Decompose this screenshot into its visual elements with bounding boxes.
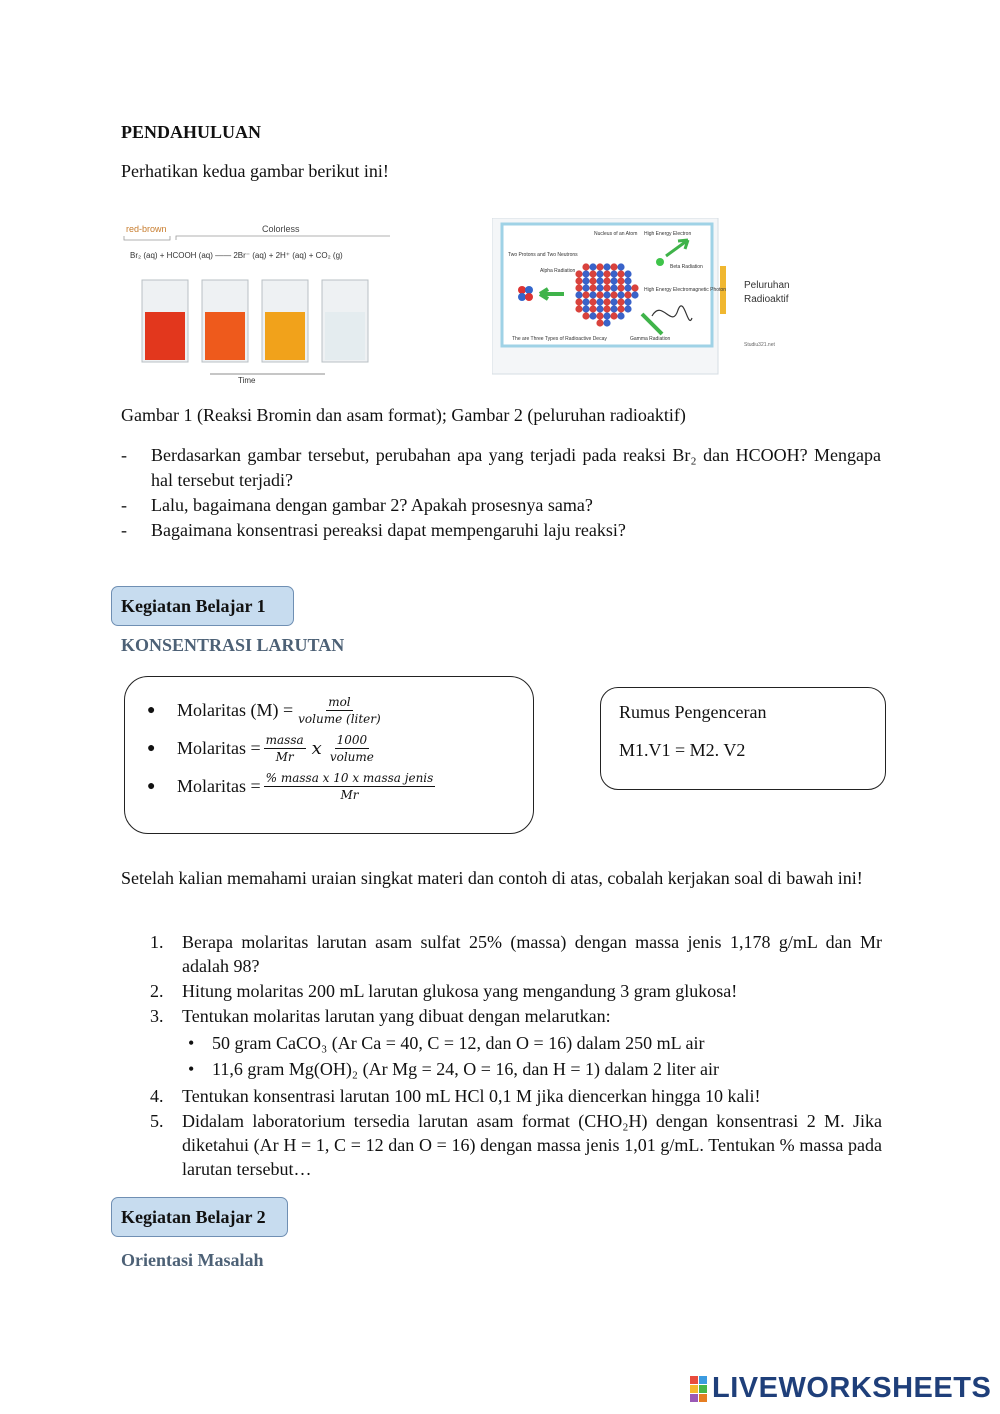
liveworksheets-brand: LIVEWORKSHEETS: [712, 1372, 992, 1404]
nucleon: [603, 277, 610, 284]
nucleon: [610, 263, 617, 270]
nucleon: [631, 284, 638, 291]
nucleon: [603, 291, 610, 298]
side-title-1: Peluruhan: [744, 280, 790, 291]
nucleon: [617, 298, 624, 305]
label-types: The are Three Types of Radioactive Decay: [512, 336, 607, 342]
label-photon: High Energy Electromagnetic Photon: [644, 287, 726, 293]
label-two-protons: Two Protons and Two Neutrons: [508, 252, 578, 258]
nucleon: [631, 291, 638, 298]
nucleon: [617, 305, 624, 312]
section-title-konsentrasi: KONSENTRASI LARUTAN: [121, 635, 345, 655]
nucleon: [596, 270, 603, 277]
nucleon: [596, 305, 603, 312]
liveworksheets-logo-icon: [690, 1376, 707, 1402]
beaker-liquid: [265, 312, 305, 360]
beaker-liquid: [205, 312, 245, 360]
kegiatan-belajar-2-tag: Kegiatan Belajar 2: [111, 1197, 288, 1237]
nucleon: [575, 305, 582, 312]
task-3a: • 50 gram CaCO₃ (Ar Ca = 40, C = 12, dan O = 16) dalam 250 mL air: [182, 1030, 882, 1056]
nucleon: [610, 291, 617, 298]
formula-molaritas-1: ● Molaritas (M) = $\frac{\text{mol}}{\text{volume (liter)}}$: [147, 695, 381, 726]
beaker-liquid: [145, 312, 185, 360]
formula-1-label: Molaritas (M) =: [177, 700, 294, 720]
formula-molaritas-2: ● Molaritas = $\frac{\text{massa}}{Mr}$ x $\frac{1000}{\text{volume}}$: [147, 733, 374, 764]
figure-bromine-reaction: [120, 218, 392, 386]
nucleon: [617, 284, 624, 291]
intro-prompt: Perhatikan kedua gambar berikut ini!: [121, 161, 389, 181]
nucleon: [596, 319, 603, 326]
nucleon: [596, 312, 603, 319]
intro-question-3: - Bagaimana konsentrasi pereaksi dapat mempengaruhi laju reaksi?: [121, 518, 881, 543]
task-3-sublist: [182, 1030, 882, 1082]
liveworksheets-logo: [690, 1372, 991, 1405]
nucleon: [624, 277, 631, 284]
intro-question-1: - Berdasarkan gambar tersebut, perubahan apa yang terjadi pada reaksi Br₂ dan HCOOH? Mengapa hal tersebut terjadi?: [121, 443, 881, 493]
nucleon: [617, 263, 624, 270]
task-3b: • 11,6 gram Mg(OH)₂ (Ar Mg = 24, O = 16, dan H = 1) dalam 2 liter air: [182, 1056, 882, 1082]
dilution-title: Rumus Pengenceran: [619, 702, 767, 722]
nucleon: [624, 284, 631, 291]
nucleon: [582, 277, 589, 284]
nucleon: [582, 312, 589, 319]
nucleon: [603, 270, 610, 277]
nucleon: [610, 284, 617, 291]
nucleon: [603, 319, 610, 326]
nucleon: [596, 263, 603, 270]
label-red-brown: red-brown: [126, 224, 167, 234]
formula-molaritas-3: ● Molaritas = $\frac{\text{\% massa x 10 x massa jenis}}{Mr}$: [147, 771, 434, 802]
nucleon: [603, 305, 610, 312]
nucleon: [603, 284, 610, 291]
intro-question-list: [121, 443, 881, 543]
task-item-2: 2. Hitung molaritas 200 mL larutan glukosa yang mengandung 3 gram glukosa!: [150, 981, 738, 1001]
nucleon: [617, 312, 624, 319]
nucleon: [575, 270, 582, 277]
nucleon: [610, 298, 617, 305]
intro-question-2: - Lalu, bagaimana dengan gambar 2? Apakah prosesnya sama?: [121, 493, 881, 518]
nucleon: [610, 277, 617, 284]
nucleon: [582, 270, 589, 277]
nucleon: [582, 305, 589, 312]
label-electron: High Energy Electron: [644, 231, 692, 237]
task-instruction: Setelah kalian memahami uraian singkat materi dan contoh di atas, cobalah kerjakan soal di bawah ini!: [121, 868, 863, 888]
nucleon: [596, 291, 603, 298]
nucleon: [603, 312, 610, 319]
nucleon: [575, 277, 582, 284]
task-list: [150, 930, 882, 1182]
nucleon: [589, 312, 596, 319]
nucleon: [596, 277, 603, 284]
nucleon: [617, 270, 624, 277]
nucleon: [624, 305, 631, 312]
section-title-orientasi: Orientasi Masalah: [121, 1250, 264, 1270]
nucleon: [589, 263, 596, 270]
label-gamma: Gamma Radiation: [630, 336, 671, 342]
task-item-5: 5. Didalam laboratorium tersedia larutan asam format (CHO₂H) dengan konsentrasi 2 M. Jika diketahui (Ar H = 1, C = 12 dan O = 16) dengan massa jenis 1,01 g/mL. Tentukan % massa pada larutan tersebut…: [150, 1111, 882, 1179]
formula-2-times: x: [311, 738, 322, 759]
nucleon: [589, 305, 596, 312]
nucleon: [589, 284, 596, 291]
label-colorless: Colorless: [262, 224, 300, 234]
task-item-4: 4. Tentukan konsentrasi larutan 100 mL HCl 0,1 M jika diencerkan hingga 10 kali!: [150, 1086, 761, 1106]
formula-2-fraction-a: $\frac{\text{massa}}{Mr}$: [265, 733, 304, 764]
label-nucleus: Nucleus of an Atom: [594, 231, 638, 237]
axis-time: Time: [238, 376, 256, 385]
nucleon: [575, 291, 582, 298]
nucleon: [610, 270, 617, 277]
nucleon: [617, 277, 624, 284]
nucleon: [589, 270, 596, 277]
figure-caption: Gambar 1 (Reaksi Bromin dan asam format); Gambar 2 (peluruhan radioaktif): [121, 405, 686, 425]
nucleon: [582, 298, 589, 305]
nucleon: [624, 270, 631, 277]
nucleon: [582, 291, 589, 298]
dilution-formula-box: [600, 687, 886, 790]
nucleon: [596, 298, 603, 305]
nucleon: [582, 284, 589, 291]
formula-3-fraction: $\frac{\text{\% massa x 10 x massa jenis}}{Mr}$: [265, 771, 434, 802]
credit-text: Studiu321.net: [744, 342, 775, 348]
nucleon: [589, 298, 596, 305]
beaker-liquid: [325, 312, 365, 360]
formula-3-label: Molaritas =: [177, 776, 261, 796]
nucleon: [589, 277, 596, 284]
label-alpha: Alpha Radiation: [540, 268, 576, 274]
nucleon: [575, 284, 582, 291]
nucleon: [603, 298, 610, 305]
nucleon: [596, 284, 603, 291]
label-beta: Beta Radiation: [670, 264, 703, 270]
nucleon: [624, 291, 631, 298]
dilution-equation: M1.V1 = M2. V2: [619, 740, 746, 760]
task-item-1: 1. Berapa molaritas larutan asam sulfat 25% (massa) dengan massa jenis 1,178 g/mL dan Mr adalah 98?: [150, 932, 882, 976]
formula-2-label: Molaritas =: [177, 738, 261, 758]
reaction-equation: Br₂ (aq) + HCOOH (aq) —— 2Br⁻ (aq) + 2H⁺ (aq) + CO₂ (g): [130, 251, 343, 260]
nucleon: [610, 312, 617, 319]
kegiatan-belajar-1-tag: Kegiatan Belajar 1: [111, 586, 294, 626]
molarity-formula-box: [124, 676, 534, 834]
nucleon: [624, 298, 631, 305]
task-item-3: 3. Tentukan molaritas larutan yang dibuat dengan melarutkan: • 50 gram CaCO₃ (Ar Ca = 40, C = 12, dan O = 16) dalam 250 mL air • 11,6 gram Mg(OH)₂ (Ar Mg = 24, O = 16, dan H = 1) dalam 2 liter air: [150, 1004, 882, 1082]
nucleon: [617, 291, 624, 298]
nucleon: [589, 291, 596, 298]
formula-2-fraction-b: $\frac{1000}{\text{volume}}$: [329, 733, 374, 764]
nucleon: [610, 305, 617, 312]
nucleon: [603, 263, 610, 270]
formula-1-fraction: $\frac{\text{mol}}{\text{volume (liter)}}$: [298, 695, 381, 726]
nucleon: [582, 263, 589, 270]
figure-radioactive-decay: [492, 218, 802, 376]
section-heading-pendahuluan: PENDAHULUAN: [121, 122, 262, 142]
side-title-2: Radioaktif: [744, 294, 789, 305]
nucleon: [575, 298, 582, 305]
